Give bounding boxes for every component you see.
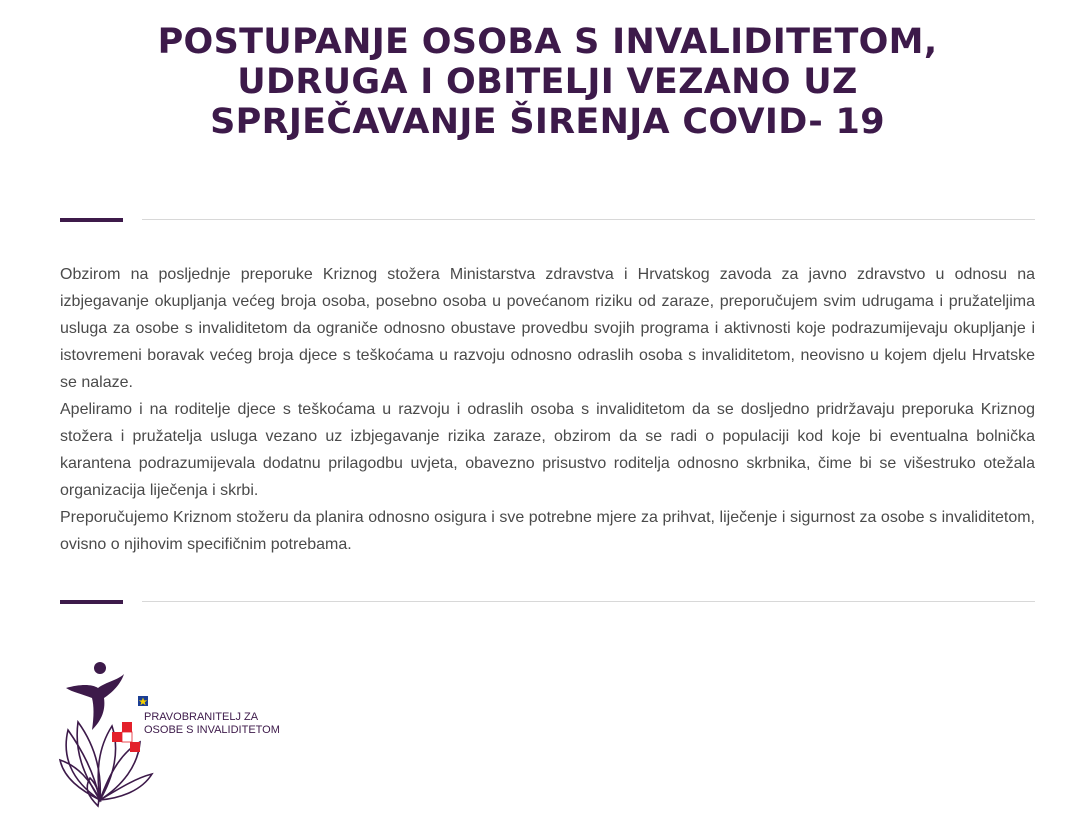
bottom-divider	[60, 600, 1035, 604]
divider-accent	[60, 600, 123, 604]
divider-line	[142, 601, 1035, 602]
page-title-line-1: POSTUPANJE OSOBA S INVALIDITETOM,	[157, 22, 938, 62]
page-title	[60, 22, 1035, 142]
paragraph-3: Preporučujemo Kriznom stožeru da planira odnosno osigura i sve potrebne mjere za prihvat, liječenje i sigurnost za osobe s invaliditetom, ovisno o njihovim specifičnim potrebama.	[60, 509, 1035, 553]
logo-text	[144, 711, 280, 737]
paragraph-2: Apeliramo i na roditelje djece s teškoćama u razvoju i odraslih osoba s invaliditetom da se dosljedno pridržavaju preporuka Kriznog stožera i pružatelja usluga vezano uz izbjegavanje rizika zaraze, obzirom da se radi o populaciji kod koje bi eventualna bolnička karantena podrazumijevala dodatnu prilagodbu uvjeta, obavezno prisustvo roditelja odnosno skrbnika, čime bi se višestruko otežala organizacija liječenja i skrbi.	[60, 401, 1035, 499]
logo-text-line-2: OSOBE S INVALIDITETOM	[144, 724, 280, 736]
page-title-line-2: UDRUGA I OBITELJI VEZANO UZ	[237, 62, 858, 102]
page-title-line-3: SPRJEČAVANJE ŠIRENJA COVID- 19	[210, 102, 885, 142]
ombudsman-logo	[60, 660, 280, 810]
top-divider	[60, 218, 1035, 222]
divider-accent	[60, 218, 123, 222]
article-body	[60, 261, 1035, 558]
logo-text-line-1: PRAVOBRANITELJ ZA	[144, 711, 259, 723]
paragraph-1: Obzirom na posljednje preporuke Kriznog stožera Ministarstva zdravstva i Hrvatskog zavoda za javno zdravstvo u odnosu na izbjegavanje okupljanja većeg broja osoba, posebno osoba u povećanom riziku od zaraze, preporučujem svim udrugama i pružateljima usluga za osobe s invaliditetom da ograniče odnosno obustave provedbu svojih programa i aktivnosti koje podrazumijevaju okupljanje i istovremeni boravak većeg broja djece s teškoćama u razvoju odnosno odraslih osoba s invaliditetom, neovisno u kojem djelu Hrvatske se nalaze.	[60, 266, 1035, 391]
divider-line	[142, 219, 1035, 220]
